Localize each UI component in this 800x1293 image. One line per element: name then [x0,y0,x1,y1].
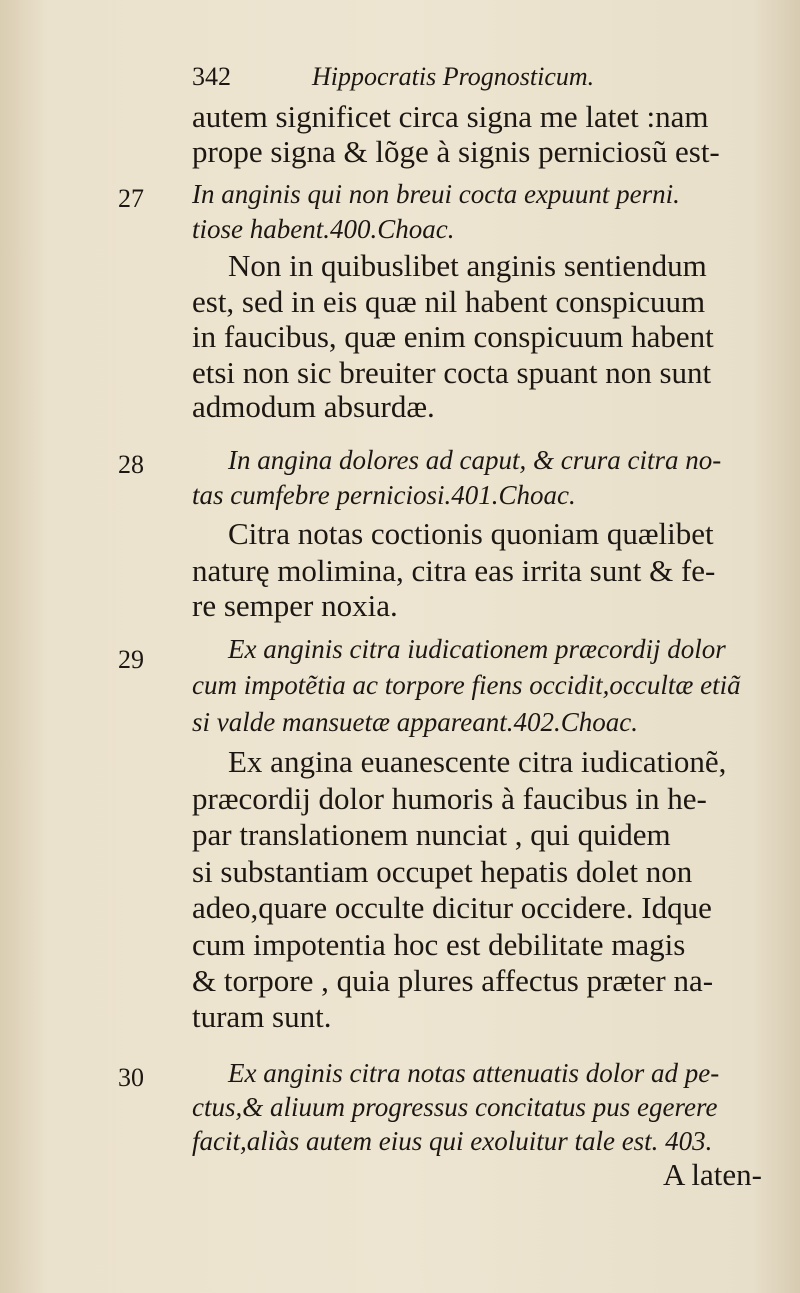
aphorism-line: In angina dolores ad caput, & crura citra no- [228,445,722,475]
text-line: & torpore , quia plures affectus præter na- [192,963,714,998]
aphorism-line: Ex anginis citra iudicationem præcordij dolor [228,634,726,664]
aphorism-line: tiose habent.400.Choac. [192,214,455,244]
aphorism-line: facit,aliàs autem eius qui exoluitur tale est. 403. [192,1126,713,1156]
aphorism-line: ctus,& aliuum progressus concitatus pus egerere [192,1092,718,1122]
text-line: prope signa & lõge à signis perniciosũ est- [192,134,720,169]
text-line: autem significet circa signa me latet :nam [192,99,709,134]
text-line: præcordij dolor humoris à faucibus in he- [192,781,707,816]
text-line: re semper noxia. [192,588,398,623]
aphorism-line: In anginis qui non breui cocta expuunt perni. [192,179,680,209]
text-line: etsi non sic breuiter cocta spuant non sunt [192,355,712,390]
text-line: cum impotentia hoc est debilitate magis [192,927,686,962]
margin-number: 27 [118,184,144,213]
text-line: Ex angina euanescente citra iudicationẽ, [228,744,727,779]
text-line: admodum absurdæ. [192,389,435,424]
text-line: adeo,quare occulte dicitur occidere. Idque [192,890,712,925]
text-line: in faucibus, quæ enim conspicuum habent [192,319,714,354]
text-line: turam sunt. [192,999,332,1034]
page-number: 342 [192,62,231,91]
running-title: Hippocratis Prognosticum. [312,62,595,91]
text-line: naturę molimina, citra eas irrita sunt & fe- [192,553,716,588]
page-header [192,60,782,94]
text-line: est, sed in eis quæ nil habent conspicuum [192,284,706,319]
text-line: Citra notas coctionis quoniam quælibet [228,516,714,551]
aphorism-line: cum impotẽtia ac torpore fiens occidit,occultæ etiã [192,670,741,700]
text-line: par translationem nunciat , qui quidem [192,817,671,852]
aphorism-line: Ex anginis citra notas attenuatis dolor ad pe- [228,1058,720,1088]
text-line: Non in quibuslibet anginis sentiendum [228,248,707,283]
aphorism-line: tas cumfebre perniciosi.401.Choac. [192,480,576,510]
margin-number: 30 [118,1063,144,1092]
margin-number: 29 [118,645,144,674]
text-line: si substantiam occupet hepatis dolet non [192,854,693,889]
margin-number: 28 [118,450,144,479]
aphorism-line: si valde mansuetæ appareant.402.Choac. [192,707,638,737]
catchword: A laten- [663,1157,762,1192]
